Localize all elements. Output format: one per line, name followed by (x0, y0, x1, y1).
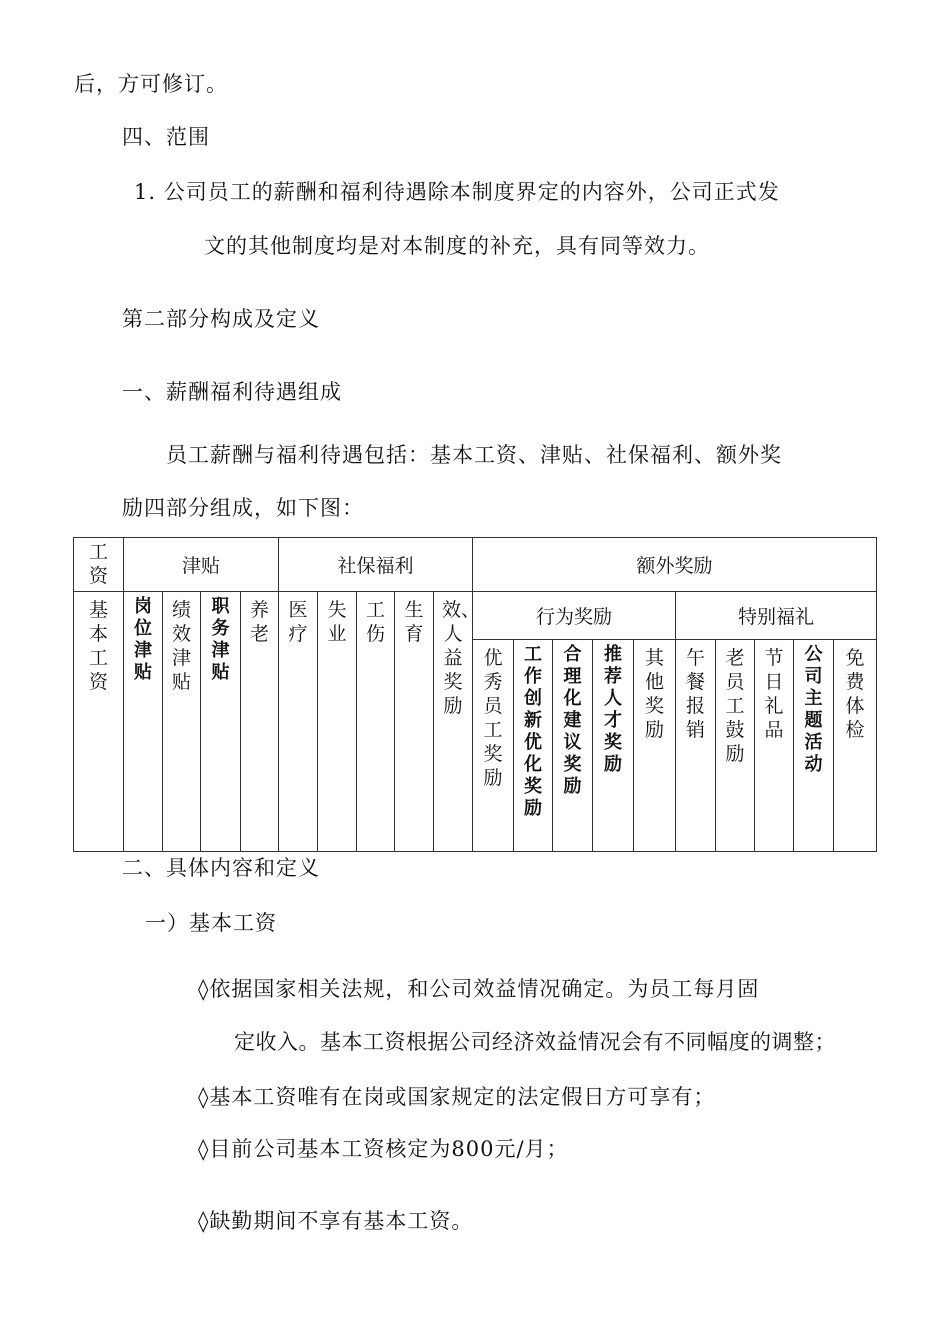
cell-maternity: 生育 (395, 592, 434, 852)
scope-item-1-continuation: 文的其他制度均是对本制度的补充，具有同等效力。 (204, 234, 710, 258)
composition-paragraph-continuation: 励四部分组成，如下图： (122, 496, 364, 520)
cell-work-injury: 工伤 (357, 592, 395, 852)
header-social-welfare: 社保福利 (279, 538, 473, 592)
bullet-absence-rule: ◊缺勤期间不享有基本工资。 (198, 1209, 474, 1233)
cell-unemployment: 失业 (318, 592, 357, 852)
section-heading-scope: 四、范围 (122, 125, 210, 149)
section-heading-composition: 一、薪酬福利待遇组成 (122, 380, 342, 404)
cell-innovation-reward: 工作创新优化奖励 (514, 640, 553, 852)
scope-item-1: 1. 公司员工的薪酬和福利待遇除本制度界定的内容外，公司正式发 (134, 180, 780, 204)
cell-excellent-employee-reward: 优秀员工奖励 (473, 640, 514, 852)
header-basic-wage: 工资 (74, 538, 124, 592)
cell-holiday-gift: 节日礼品 (755, 640, 794, 852)
cell-pension: 养老 (241, 592, 279, 852)
header-behavior-reward: 行为奖励 (473, 592, 676, 640)
paragraph-continuation: 后，方可修订。 (74, 72, 228, 96)
cell-position-allowance: 岗位津贴 (124, 592, 163, 852)
cell-referral-reward: 推荐人才奖励 (593, 640, 634, 852)
bullet-basic-wage-basis-continuation: 定收入。基本工资根据公司经济效益情况会有不同幅度的调整； (234, 1030, 836, 1054)
header-allowance: 津贴 (124, 538, 279, 592)
cell-performance-allowance: 绩效津贴 (163, 592, 201, 852)
compensation-structure-table (73, 537, 877, 852)
cell-free-checkup: 免费体检 (834, 640, 877, 852)
header-special-benefit: 特别福礼 (676, 592, 877, 640)
cell-other-reward: 其他奖励 (634, 640, 676, 852)
cell-company-theme-activity: 公司主题活动 (794, 640, 834, 852)
cell-senior-employee-incentive: 老员工鼓励 (716, 640, 755, 852)
part-two-heading: 第二部分构成及定义 (122, 307, 320, 331)
bullet-basic-wage-amount: ◊目前公司基本工资核定为800元/月； (198, 1137, 569, 1161)
composition-paragraph: 员工薪酬与福利待遇包括：基本工资、津贴、社保福利、额外奖 (166, 443, 782, 467)
cell-duty-allowance: 职务津贴 (201, 592, 241, 852)
subsection-heading-basic-wage: 一）基本工资 (145, 911, 277, 935)
cell-lunch-reimbursement: 午餐报销 (676, 640, 716, 852)
bullet-basic-wage-eligibility: ◊基本工资唯有在岗或国家规定的法定假日方可享有； (198, 1085, 716, 1109)
cell-medical: 医疗 (279, 592, 318, 852)
bullet-basic-wage-basis: ◊依据国家相关法规，和公司效益情况确定。为员工每月固 (198, 977, 760, 1001)
cell-efficiency-reward: 效、人益奖励 (434, 592, 473, 852)
header-extra-reward: 额外奖励 (473, 538, 877, 592)
cell-suggestion-reward: 合理化建议奖励 (553, 640, 593, 852)
cell-basic-wage: 基本工资 (74, 592, 124, 852)
section-heading-details: 二、具体内容和定义 (122, 856, 320, 880)
